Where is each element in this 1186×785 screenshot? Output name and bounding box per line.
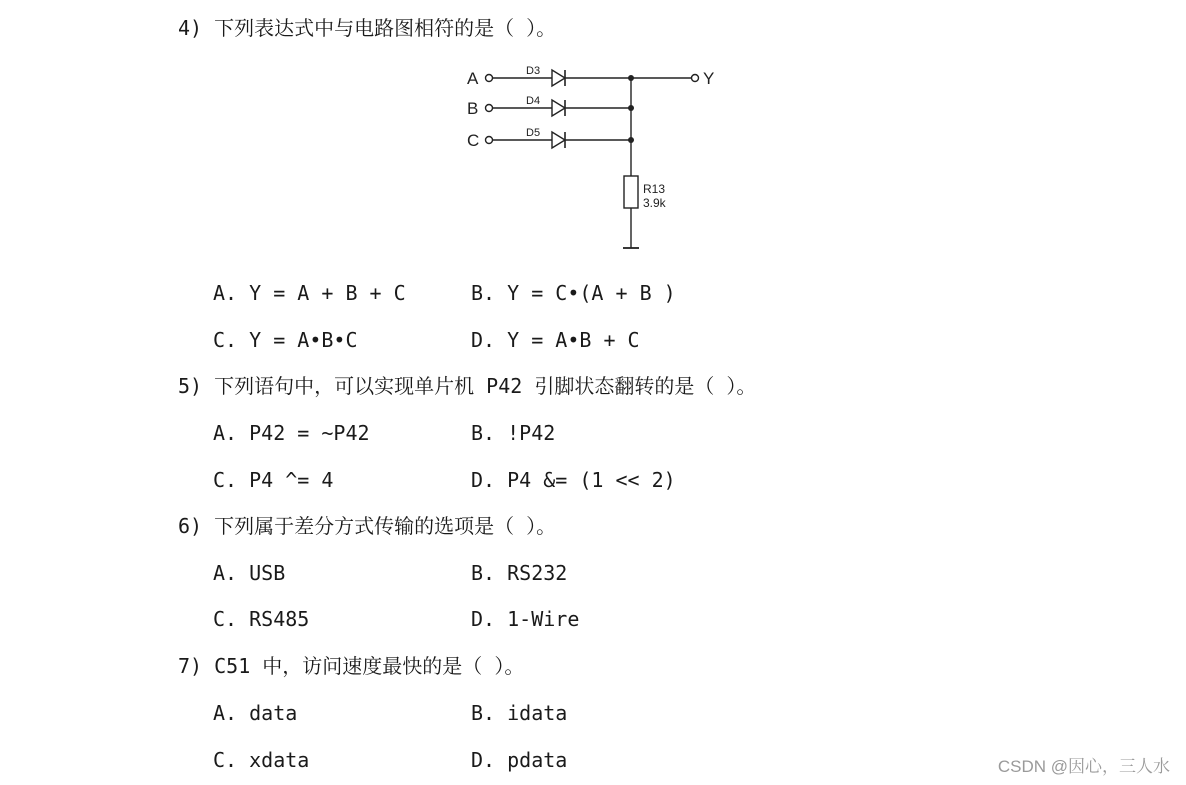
junction-dot	[628, 137, 634, 143]
diode-label-d5: D5	[526, 127, 541, 139]
output-label-y: Y	[703, 69, 715, 88]
question-number: 7)	[178, 654, 203, 678]
diode-label-d3: D3	[526, 65, 541, 77]
question-5-option-b: B. !P42	[471, 421, 556, 445]
question-stem: 下列语句中，可以实现单片机 P42 引脚状态翻转的是（ ）。	[214, 374, 757, 398]
input-terminal-a	[486, 75, 493, 82]
question-number: 5)	[178, 374, 203, 398]
input-label-a: A	[467, 69, 479, 88]
question-5-option-c: C. P4 ^= 4	[213, 468, 334, 492]
question-7-title	[178, 652, 524, 680]
question-stem: C51 中，访问速度最快的是（ ）。	[214, 654, 525, 678]
diode-d3-symbol	[552, 70, 565, 86]
question-6-option-b: B. RS232	[471, 561, 568, 585]
question-7-option-b: B. idata	[471, 701, 568, 725]
resistor-r13-symbol	[624, 176, 638, 208]
question-4-title	[178, 14, 556, 42]
question-7-option-a: A. data	[213, 701, 298, 725]
question-7-option-c: C. xdata	[213, 748, 310, 772]
question-4-option-c: C. Y = A•B•C	[213, 328, 358, 352]
question-4-option-b: B. Y = C•(A + B )	[471, 281, 676, 305]
question-4-option-a: A. Y = A + B + C	[213, 281, 406, 305]
question-6-option-a: A. USB	[213, 561, 286, 585]
input-label-c: C	[467, 131, 480, 150]
diode-or-circuit-diagram	[455, 60, 725, 260]
csdn-watermark: CSDN @因心，三人水	[997, 757, 1170, 776]
question-stem: 下列属于差分方式传输的选项是（ ）。	[214, 514, 557, 538]
diode-d5-symbol	[552, 132, 565, 148]
question-number: 4)	[178, 16, 203, 40]
diode-label-d4: D4	[526, 95, 541, 107]
output-terminal-y	[692, 75, 699, 82]
question-6-title	[178, 512, 556, 540]
resistor-value-label: 3.9k	[643, 196, 666, 210]
question-7-option-d: D. pdata	[471, 748, 568, 772]
input-terminal-b	[486, 105, 493, 112]
question-4-option-d: D. Y = A•B + C	[471, 328, 640, 352]
question-number: 6)	[178, 514, 203, 538]
question-stem: 下列表达式中与电路图相符的是（ ）。	[214, 16, 557, 40]
diode-d4-symbol	[552, 100, 565, 116]
junction-dot	[628, 105, 634, 111]
junction-dot	[628, 75, 634, 81]
question-5-title	[178, 372, 756, 400]
question-5-option-d: D. P4 &= (1 << 2)	[471, 468, 676, 492]
question-6-option-c: C. RS485	[213, 607, 310, 631]
input-terminal-c	[486, 137, 493, 144]
question-5-option-a: A. P42 = ~P42	[213, 421, 370, 445]
question-6-option-d: D. 1-Wire	[471, 607, 580, 631]
input-label-b: B	[467, 99, 479, 118]
resistor-name-label: R13	[643, 182, 666, 196]
